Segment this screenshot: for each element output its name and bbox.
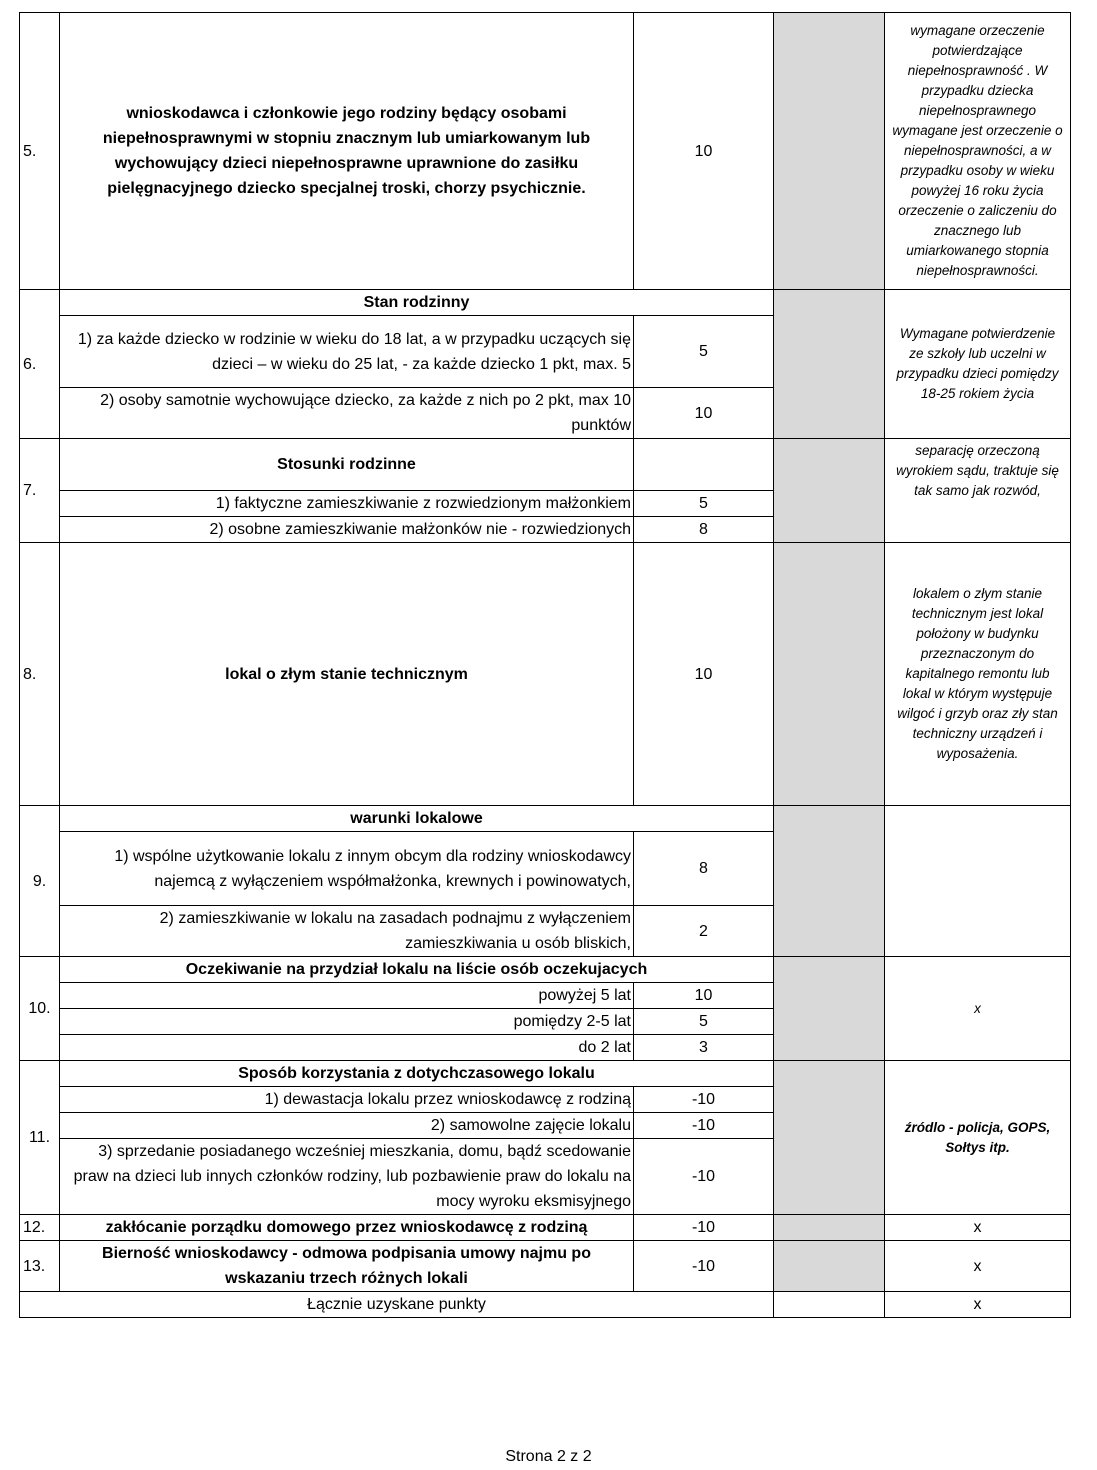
item-label: 2) samowolne zajęcie lokalu bbox=[60, 1113, 634, 1139]
empty-points-cell bbox=[634, 439, 774, 491]
points-value: 8 bbox=[634, 517, 774, 543]
criterion-text: zakłócanie porządku domowego przez wnioskodawcę z rodziną bbox=[60, 1215, 634, 1241]
gray-column-cell bbox=[774, 290, 885, 439]
item-label: do 2 lat bbox=[60, 1035, 634, 1061]
item-label: 1) wspólne użytkowanie lokalu z innym obcym dla rodziny wnioskodawcy najemcą z wyłączeniem współmałżonka, krewnych i powinowatych, bbox=[60, 832, 634, 906]
row-number: 9. bbox=[20, 806, 60, 957]
gray-column-cell bbox=[774, 1061, 885, 1215]
item-label: 1) dewastacja lokalu przez wnioskodawcę z rodziną bbox=[60, 1087, 634, 1113]
section-header: Oczekiwanie na przydział lokalu na liście osób oczekujacych bbox=[60, 957, 774, 983]
section-header: Stosunki rodzinne bbox=[60, 439, 634, 491]
gray-column-cell bbox=[774, 957, 885, 1061]
points-value: -10 bbox=[634, 1139, 774, 1215]
note-text: lokalem o złym stanie technicznym jest lokal położony w budynku przeznaczonym do kapitalnego remontu lub lokal w którym występuje wilgoć i grzyb oraz zły stan techniczny urządzeń i wyposażenia. bbox=[885, 543, 1071, 806]
row-number: 6. bbox=[20, 290, 60, 439]
note-text: x bbox=[885, 957, 1071, 1061]
points-value: 10 bbox=[634, 13, 774, 290]
points-value: -10 bbox=[634, 1113, 774, 1139]
row-number: 10. bbox=[20, 957, 60, 1061]
item-label: 2) osobne zamieszkiwanie małżonków nie - rozwiedzionych bbox=[60, 517, 634, 543]
item-label: 1) za każde dziecko w rodzinie w wieku do 18 lat, a w przypadku uczących się dzieci – w wieku do 25 lat, - za każde dziecko 1 pkt, max. 5 bbox=[60, 316, 634, 388]
item-label: 1) faktyczne zamieszkiwanie z rozwiedzionym małżonkiem bbox=[60, 491, 634, 517]
row-number: 8. bbox=[20, 543, 60, 806]
gray-column-cell bbox=[774, 13, 885, 290]
scoring-table bbox=[19, 12, 1071, 1318]
points-value: 10 bbox=[634, 388, 774, 439]
points-value: 5 bbox=[634, 1009, 774, 1035]
gray-column-cell bbox=[774, 543, 885, 806]
item-label: powyżej 5 lat bbox=[60, 983, 634, 1009]
table-row bbox=[20, 1241, 1071, 1292]
item-label: 2) osoby samotnie wychowujące dziecko, za każde z nich po 2 pkt, max 10 punktów bbox=[60, 388, 634, 439]
table-row bbox=[20, 957, 1071, 983]
table-row bbox=[20, 543, 1071, 806]
criterion-text: lokal o złym stanie technicznym bbox=[60, 543, 634, 806]
criterion-text: Bierność wnioskodawcy - odmowa podpisania umowy najmu po wskazaniu trzech różnych lokali bbox=[60, 1241, 634, 1292]
table-row bbox=[20, 1292, 1071, 1318]
page-footer: Strona 2 z 2 bbox=[505, 1448, 592, 1465]
row-number: 13. bbox=[20, 1241, 60, 1292]
section-header: warunki lokalowe bbox=[60, 806, 774, 832]
gray-column-cell bbox=[774, 806, 885, 957]
section-header: Stan rodzinny bbox=[60, 290, 774, 316]
table-row bbox=[20, 1215, 1071, 1241]
points-value: 5 bbox=[634, 491, 774, 517]
row-number: 5. bbox=[20, 13, 60, 290]
gray-column-cell bbox=[774, 1241, 885, 1292]
section-header: Sposób korzystania z dotychczasowego lokalu bbox=[60, 1061, 774, 1087]
row-number: 11. bbox=[20, 1061, 60, 1215]
points-value: -10 bbox=[634, 1087, 774, 1113]
table-row bbox=[20, 13, 1071, 290]
note-text: x bbox=[885, 1215, 1071, 1241]
row-number: 12. bbox=[20, 1215, 60, 1241]
total-empty-cell bbox=[774, 1292, 885, 1318]
row-number: 7. bbox=[20, 439, 60, 543]
note-text: separację orzeczoną wyrokiem sądu, traktuje się tak samo jak rozwód, bbox=[885, 439, 1071, 543]
points-value: 10 bbox=[634, 543, 774, 806]
note-text: źródlo - policja, GOPS, Sołtys itp. bbox=[885, 1061, 1071, 1215]
item-label: 3) sprzedanie posiadanego wcześniej mieszkania, domu, bądź scedowanie praw na dzieci lub innych członków rodziny, lub pozbawienie praw do lokalu na mocy wyroku eksmisyjnego bbox=[60, 1139, 634, 1215]
item-label: pomiędzy 2-5 lat bbox=[60, 1009, 634, 1035]
item-label: 2) zamieszkiwanie w lokalu na zasadach podnajmu z wyłączeniem zamieszkiwania u osób bliskich, bbox=[60, 906, 634, 957]
points-value: -10 bbox=[634, 1241, 774, 1292]
total-note: x bbox=[885, 1292, 1071, 1318]
note-text: wymagane orzeczenie potwierdzające niepełnosprawność . W przypadku dziecka niepełnosprawnego wymagane jest orzeczenie o niepełnosprawności, a w przypadku osoby w wieku powyżej 16 roku życia orzeczenie o zaliczeniu do znacznego lub umiarkowanego stopnia niepełnosprawności. bbox=[885, 13, 1071, 290]
table-row bbox=[20, 290, 1071, 316]
table-row bbox=[20, 806, 1071, 832]
points-value: -10 bbox=[634, 1215, 774, 1241]
points-value: 10 bbox=[634, 983, 774, 1009]
note-text: Wymagane potwierdzenie ze szkoły lub uczelni w przypadku dzieci pomiędzy 18-25 rokiem życia bbox=[885, 290, 1071, 439]
table-row bbox=[20, 439, 1071, 491]
table-row bbox=[20, 1061, 1071, 1087]
gray-column-cell bbox=[774, 1215, 885, 1241]
total-label: Łącznie uzyskane punkty bbox=[20, 1292, 774, 1318]
note-text bbox=[885, 806, 1071, 957]
points-value: 3 bbox=[634, 1035, 774, 1061]
criterion-text: wnioskodawca i członkowie jego rodziny będący osobami niepełnosprawnymi w stopniu znacznym lub umiarkowanym lub wychowujący dzieci niepełnosprawne uprawnione do zasiłku pielęgnacyjnego dziecko specjalnej troski, chorzy psychicznie. bbox=[60, 13, 634, 290]
points-value: 5 bbox=[634, 316, 774, 388]
points-value: 8 bbox=[634, 832, 774, 906]
gray-column-cell bbox=[774, 439, 885, 543]
note-text: x bbox=[885, 1241, 1071, 1292]
points-value: 2 bbox=[634, 906, 774, 957]
